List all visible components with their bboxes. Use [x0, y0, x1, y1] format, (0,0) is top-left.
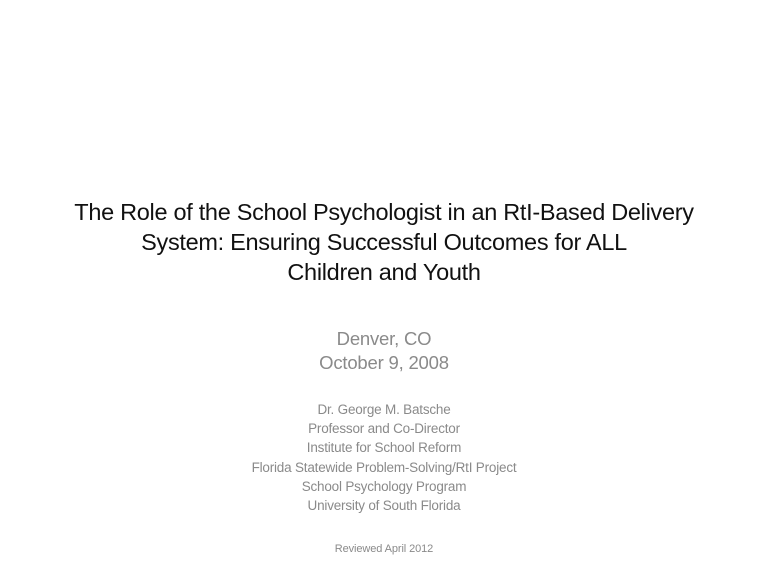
author-block	[0, 400, 768, 515]
title-line-1: The Role of the School Psychologist in an RtI-Based Delivery	[74, 199, 694, 225]
title-line-2: System: Ensuring Successful Outcomes for ALL	[141, 229, 627, 255]
author-program: School Psychology Program	[301, 478, 467, 494]
author-title: Professor and Co-Director	[308, 421, 460, 437]
event-date: October 9, 2008	[319, 352, 449, 373]
author-project: Florida Statewide Problem-Solving/RtI Project	[251, 459, 517, 475]
author-institute: Institute for School Reform	[306, 440, 462, 456]
reviewed-note: Reviewed April 2012	[334, 543, 434, 555]
event-location: Denver, CO	[336, 328, 432, 349]
author-university: University of South Florida	[307, 498, 461, 514]
event-info	[0, 327, 768, 375]
title-line-3: Children and Youth	[287, 259, 481, 285]
slide-title	[40, 197, 728, 287]
author-name: Dr. George M. Batsche	[317, 402, 451, 417]
